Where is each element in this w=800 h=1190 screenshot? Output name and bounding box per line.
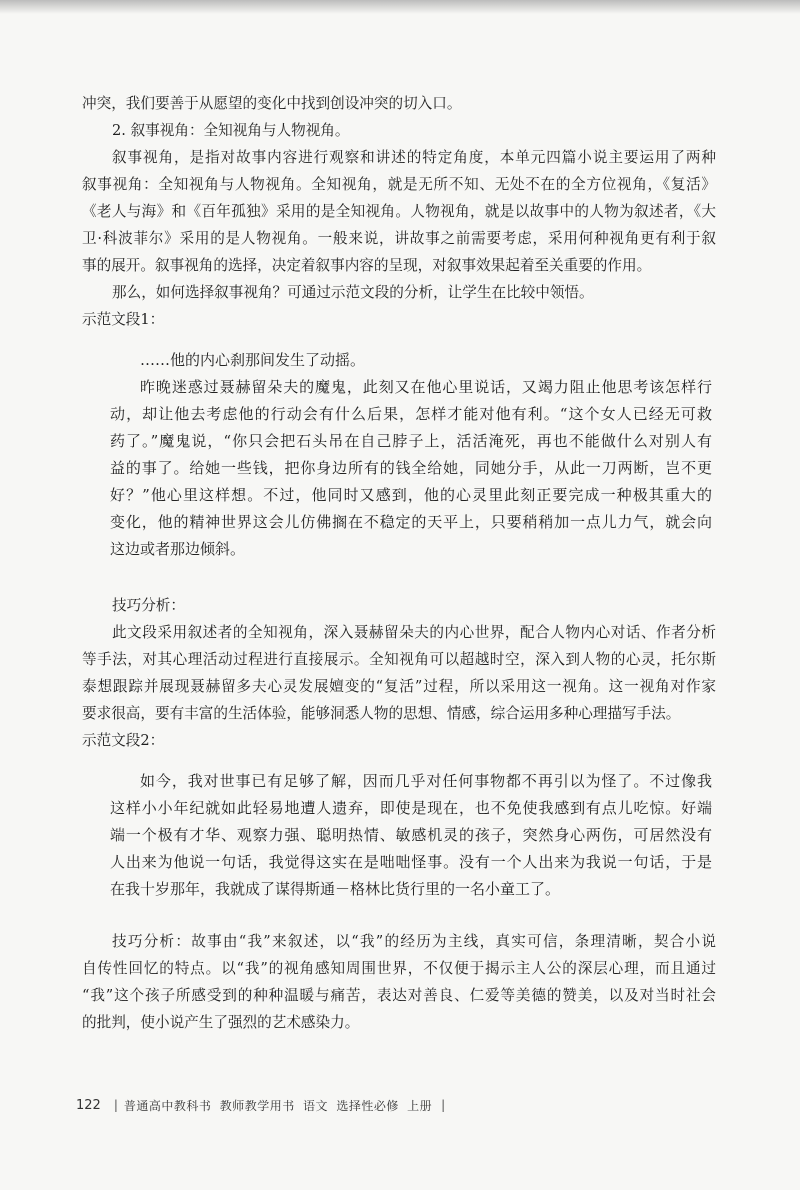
paragraph-line: 此文段采用叙述者的全知视角，深入聂赫留朵夫的内心世界，配合人物内心对话、作者分析: [112, 624, 716, 641]
footer-separator: |: [441, 1098, 446, 1112]
analysis-1-label: 技巧分析：: [112, 597, 185, 614]
book-title: 普通高中教科书 教师教学用书 语文 选择性必修 上册: [123, 1098, 433, 1113]
quote-line: 端一个极有才华、观察力强、聪明热情、敏感机灵的孩子，突然身心两伤，可居然没有: [110, 826, 712, 844]
analysis-1-block: [82, 592, 716, 754]
quote-line: 这样小小年纪就如此轻易地遭人遗弃，即使是现在，也不免使我感到有点儿吃惊。好端: [110, 799, 712, 817]
quote-line: ……他的内心刹那间发生了动摇。: [140, 351, 366, 369]
example-2-quote: [110, 768, 712, 903]
page-number: 122: [76, 1097, 101, 1113]
paragraph-line: 事的展开。叙事视角的选择，决定着叙事内容的呈现，对叙事效果起着至关重要的作用。: [82, 257, 652, 274]
paragraph-line: “我”这个孩子所感受到的种种温暖与痛苦，表达对善良、仁爱等美德的赞美，以及对当时社会: [82, 987, 716, 1004]
paragraph-line: 技巧分析：故事由“我”来叙述，以“我”的经历为主线，真实可信，条理清晰，契合小说: [112, 933, 716, 950]
page-body: [82, 90, 716, 1036]
example-1-label: 示范文段1：: [82, 311, 165, 328]
example-1-quote: [110, 347, 712, 563]
transition-paragraph: 那么，如何选择叙事视角？可通过示范文段的分析，让学生在比较中领悟。: [112, 284, 594, 301]
example-2-label: 示范文段2：: [82, 732, 165, 749]
quote-line: 药了。”魔鬼说，“你只会把石头吊在自己脖子上，活活淹死，再也不能做什么对别人有: [110, 432, 712, 450]
continued-paragraph-line: 冲突，我们要善于从愿望的变化中找到创设冲突的切入口。: [82, 95, 462, 112]
quote-line: 在我十岁那年，我就成了谋得斯通－格林比货行里的一名小童工了。: [110, 880, 561, 898]
paragraph-line: 的批判，使小说产生了强烈的艺术感染力。: [82, 1014, 360, 1031]
quote-line: 变化，他的精神世界这会儿仿佛搁在不稳定的天平上，只要稍稍加一点儿力气，就会向: [110, 513, 712, 531]
quote-line: 昨晚迷惑过聂赫留朵夫的魔鬼，此刻又在他心里说话，又竭力阻止他思考该怎样行: [140, 378, 712, 396]
quote-line: 这边或者那边倾斜。: [110, 540, 246, 558]
section-heading: 2. 叙事视角：全知视角与人物视角。: [112, 122, 350, 139]
quote-line: 益的事了。给她一些钱，把你身边所有的钱全给她，同她分手，从此一刀两断，岂不更: [110, 459, 712, 477]
paragraph-line: 叙事视角：全知视角与人物视角。全知视角，就是无所不知、无处不在的全方位视角，《复活》: [82, 176, 716, 193]
analysis-2-paragraph: [82, 928, 716, 1036]
footer-separator: |: [113, 1098, 118, 1112]
paragraph-line: 《老人与海》和《百年孤独》采用的是全知视角。人物视角，就是以故事中的人物为叙述者，《大: [82, 203, 716, 220]
paragraph-line: 叙事视角，是指对故事内容进行观察和讲述的特定角度，本单元四篇小说主要运用了两种: [112, 149, 716, 166]
paragraph-line: 要求很高，要有丰富的生活体验，能够洞悉人物的思想、情感，综合运用多种心理描写手法。: [82, 705, 681, 722]
quote-line: 动，却让他去考虑他的行动会有什么后果，怎样才能对他有利。“这个女人已经无可救: [110, 405, 712, 423]
quote-line: 如今，我对世事已有足够了解，因而几乎对任何事物都不再引以为怪了。不过像我: [140, 772, 712, 790]
scan-edge-shadow: [0, 0, 800, 14]
definition-paragraph: [82, 144, 716, 279]
page-footer: [76, 1096, 445, 1114]
paragraph-line: 自传性回忆的特点。以“我”的视角感知周围世界，不仅便于揭示主人公的深层心理，而且通过: [82, 960, 716, 977]
paragraph-line: 泰想跟踪并展现聂赫留多夫心灵发展嬗变的“复活”过程，所以采用这一视角。这一视角对作家: [82, 678, 716, 695]
paragraph-line: 等手法，对其心理活动过程进行直接展示。全知视角可以超越时空，深入到人物的心灵，托尔斯: [82, 651, 716, 668]
paragraph-line: 卫·科波菲尔》采用的是人物视角。一般来说，讲故事之前需要考虑，采用何种视角更有利于叙: [82, 230, 716, 247]
quote-line: 人出来为他说一句话，我觉得这实在是咄咄怪事。没有一个人出来为我说一句话，于是: [110, 853, 712, 871]
quote-line: 好？”他心里这样想。不过，他同时又感到，他的心灵里此刻正要完成一种极其重大的: [110, 486, 712, 504]
